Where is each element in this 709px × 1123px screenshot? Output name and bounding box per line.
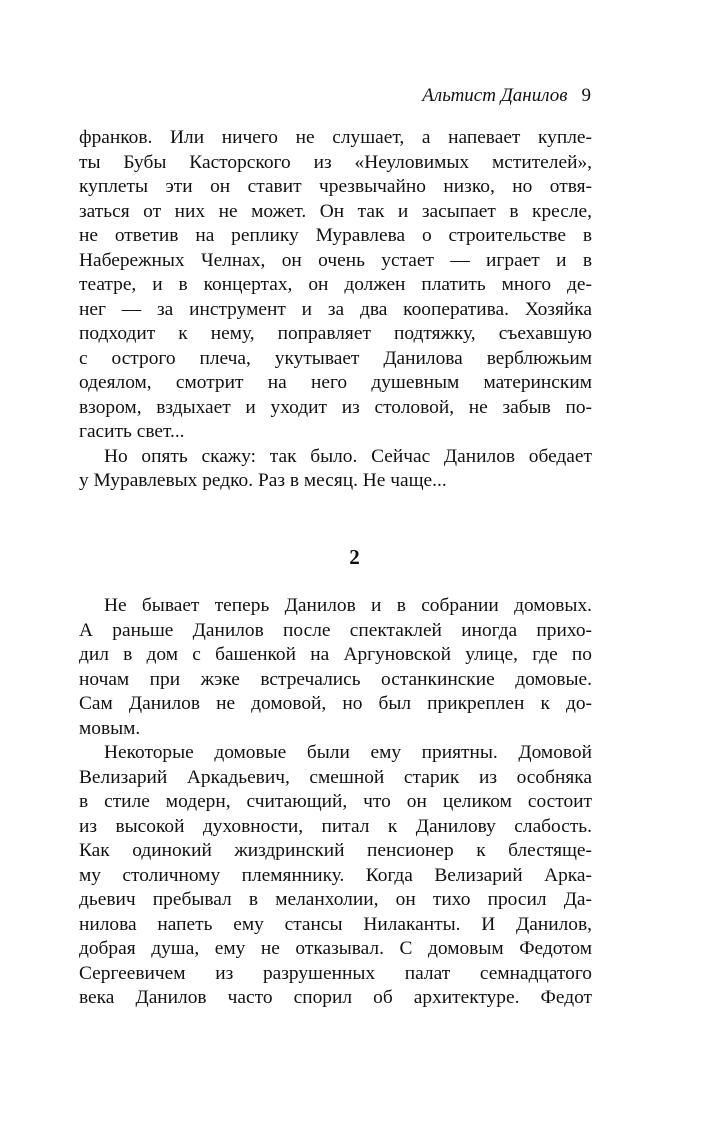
text-line: одеялом, смотрит на него душевным материнским (79, 372, 592, 393)
text-line: не ответив на реплику Муравлева о строительстве в (79, 225, 592, 246)
text-line: ночам при жэке встречались останкинские домовые. (79, 668, 592, 690)
text-line: у Муравлевых редко. Раз в месяц. Не чаще... (79, 470, 447, 491)
text-line: в стиле модерн, считающий, что он целиком состоит (79, 791, 592, 812)
text-line: подходит к нему, поправляет подтяжку, съехавшую (79, 323, 592, 344)
text-line: Велизарий Аркадьевич, смешной старик из особняка (79, 766, 592, 788)
text-line: Некоторые домовые были ему приятны. Домовой (104, 742, 592, 763)
text-block-1 (79, 126, 592, 494)
text-line: Сам Данилов не домовой, но был прикреплен к до- (79, 693, 592, 714)
text-line: мовым. (79, 717, 141, 739)
running-head (422, 84, 591, 108)
text-line: Но опять скажу: так было. Сейчас Данилов обедает (104, 445, 592, 467)
text-line: му столичному племяннику. Когда Велизарий Арка- (79, 864, 592, 886)
text-line: нег — за инструмент и за два кооператива. Хозяйка (79, 298, 592, 320)
section-number: 2 (349, 545, 360, 569)
text-line: Как одинокий жиздринский пенсионер к блестяще- (79, 840, 592, 861)
text-line: нилова напеть ему стансы Нилаканты. И Данилов, (79, 913, 592, 935)
text-line: добрая душа, ему не отказывал. С домовым Федотом (79, 938, 592, 959)
text-line: куплеты эти он ставит чрезвычайно низко, но отвя- (79, 176, 592, 197)
text-block-2 (79, 594, 592, 1011)
text-line: Набережных Челнах, он очень устает — играет и в (79, 249, 592, 271)
page-number: 9 (581, 85, 591, 106)
text-line: франков. Или ничего не слушает, а напевает купле- (79, 127, 592, 148)
text-line: заться от них не может. Он так и засыпает в кресле, (79, 200, 592, 222)
text-line: из высокой духовности, питал к Данилову слабость. (79, 815, 592, 837)
text-line: с острого плеча, укутывает Данилова верблюжьим (79, 347, 592, 369)
text-line: гасить свет... (79, 421, 185, 442)
running-head-title: Альтист Данилов (422, 85, 568, 106)
text-line: века Данилов часто спорил об архитектуре. Федот (79, 987, 592, 1008)
text-line: ты Бубы Касторского из «Неуловимых мстителей», (79, 151, 592, 173)
text-line: театре, и в концертах, он должен платить много де- (79, 274, 592, 295)
text-line: А раньше Данилов после спектаклей иногда прихо- (79, 619, 592, 641)
text-line: Сергеевичем из разрушенных палат семнадцатого (79, 962, 592, 984)
text-line: взором, вздыхает и уходит из столовой, не забыв по- (79, 396, 592, 418)
text-line: дьевич пребывал в меланхолии, он тихо просил Да- (79, 889, 592, 910)
text-line: Не бывает теперь Данилов и в собрании домовых. (104, 595, 592, 616)
text-line: дил в дом с башенкой на Аргуновской улице, где по (79, 644, 592, 665)
